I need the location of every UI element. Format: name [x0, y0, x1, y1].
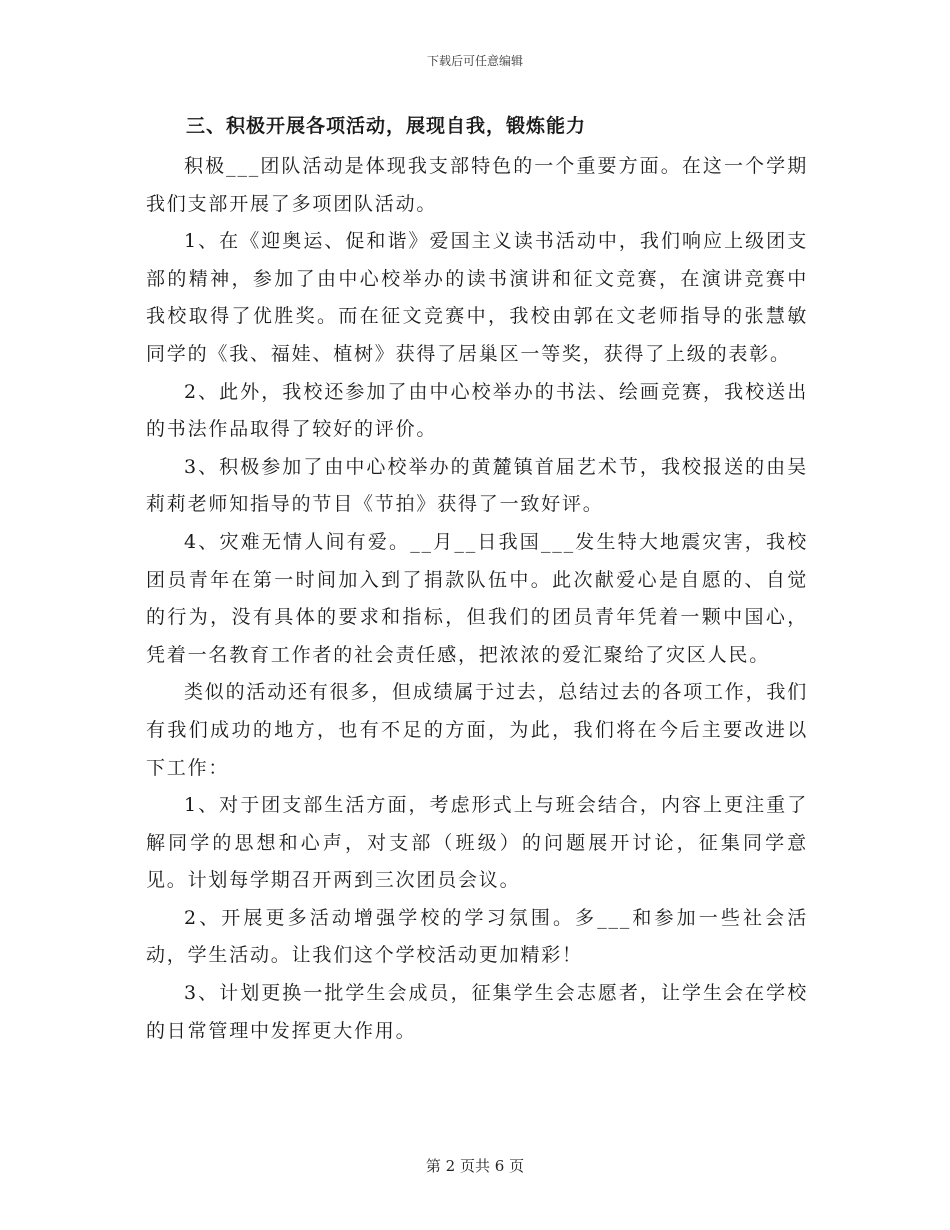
page-footer: 第 2 页共 6 页 — [425, 1157, 525, 1175]
paragraph: 4、灾难无情人间有爱。__月__日我国___发生特大地震灾害，我校团员青年在第一时间加入到了捐款队伍中。此次献爱心是自愿的、自觉的行为，没有具体的要求和指标，但我们的团员青年凭着一颗中国心，凭着一名教育工作者的社会责任感，把浓浓的爱汇聚给了灾区人民。 — [146, 530, 808, 666]
paragraph: 1、在《迎奥运、促和谐》爱国主义读书活动中，我们响应上级团支部的精神，参加了由中心校举办的读书演讲和征文竞赛，在演讲竞赛中我校取得了优胜奖。而在征文竞赛中，我校由郭在文老师指导的张慧敏同学的《我、福娃、植树》获得了居巢区一等奖，获得了上级的表彰。 — [146, 230, 808, 365]
section-heading: 三、积极开展各项活动，展现自我，锻炼能力 — [186, 115, 587, 137]
page-header: 下载后可任意编辑 — [426, 54, 523, 68]
paragraph: 积极___团队活动是体现我支部特色的一个重要方面。在这一个学期我们支部开展了多项团队活动。 — [146, 155, 808, 215]
document-body — [146, 110, 808, 1050]
paragraph: 类似的活动还有很多，但成绩属于过去，总结过去的各项工作，我们有我们成功的地方，也有不足的方面，为此，我们将在今后主要改进以下工作： — [146, 681, 809, 779]
paragraph: 2、此外，我校还参加了由中心校举办的书法、绘画竞赛，我校送出的书法作品取得了较好的评价。 — [146, 380, 808, 441]
paragraph: 3、计划更换一批学生会成员，征集学生会志愿者，让学生会在学校的日常管理中发挥更大作用。 — [146, 982, 808, 1042]
paragraph: 3、积极参加了由中心校举办的黄麓镇首届艺术节，我校报送的由吴莉莉老师知指导的节目《节拍》获得了一致好评。 — [146, 455, 808, 516]
paragraph: 2、开展更多活动增强学校的学习氛围。多___和参加一些社会活动，学生活动。让我们这个学校活动更加精彩！ — [146, 906, 808, 967]
paragraph: 1、对于团支部生活方面，考虑形式上与班会结合，内容上更注重了解同学的思想和心声，对支部（班级）的问题展开讨论，征集同学意见。计划每学期召开两到三次团员会议。 — [146, 794, 808, 892]
